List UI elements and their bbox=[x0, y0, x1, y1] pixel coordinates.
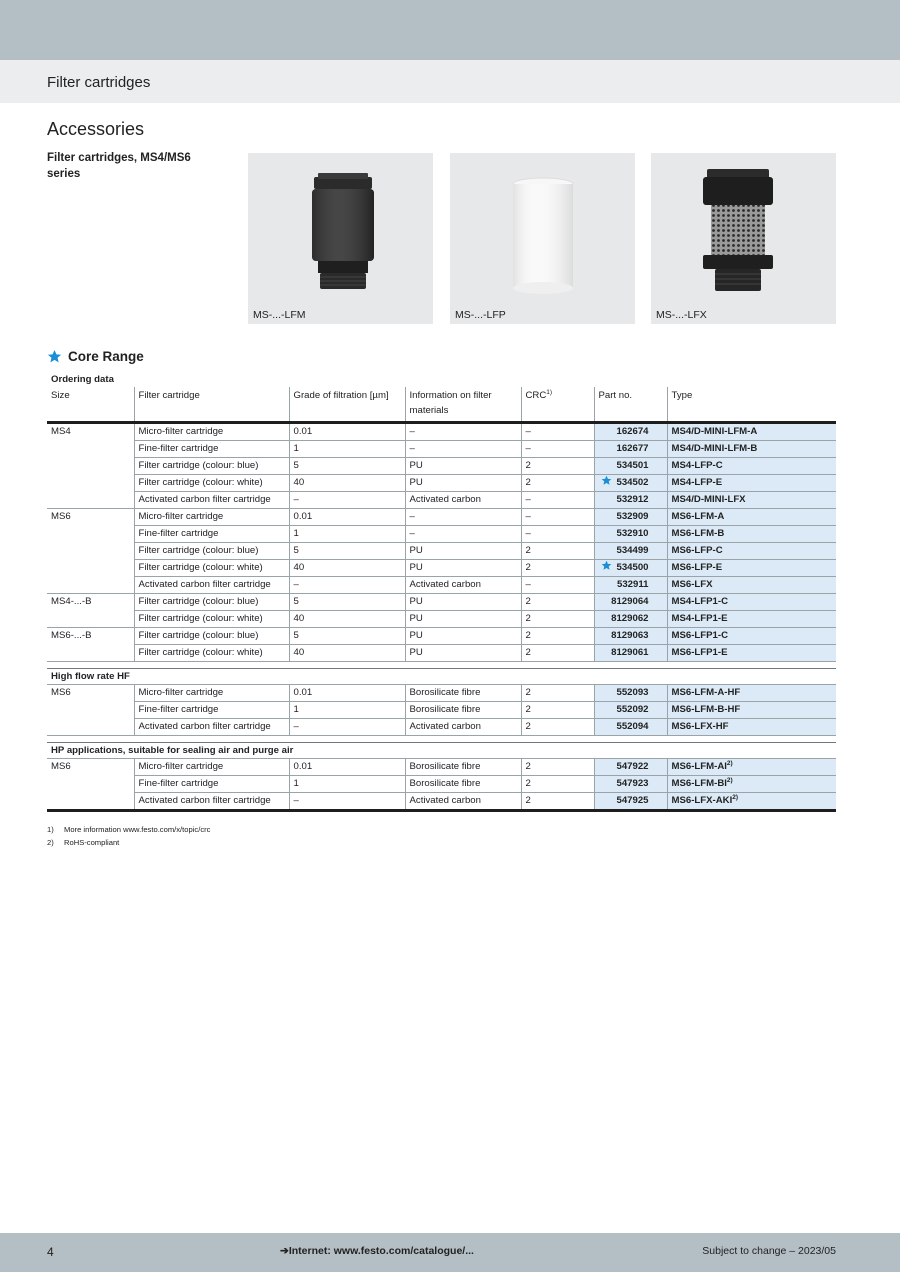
type-cell: MS4/D-MINI-LFM-A bbox=[667, 423, 836, 441]
type-cell: MS4-LFP1-E bbox=[667, 611, 836, 628]
grade-cell: 40 bbox=[289, 645, 405, 662]
size-cell bbox=[47, 793, 134, 811]
type-cell: MS4/D-MINI-LFM-B bbox=[667, 441, 836, 458]
table-row bbox=[47, 611, 836, 628]
table-row bbox=[47, 458, 836, 475]
size-cell bbox=[47, 475, 134, 492]
part-number-cell: 532912 bbox=[594, 492, 667, 509]
part-number-cell: 534499 bbox=[594, 543, 667, 560]
info-cell: PU bbox=[405, 458, 521, 475]
part-number-cell: 162674 bbox=[594, 423, 667, 441]
info-cell: Borosilicate fibre bbox=[405, 776, 521, 793]
type-cell: MS6-LFM-A bbox=[667, 509, 836, 526]
size-cell: MS4 bbox=[47, 423, 134, 441]
type-cell: MS6-LFM-A-HF bbox=[667, 685, 836, 702]
size-cell bbox=[47, 611, 134, 628]
size-cell: MS6 bbox=[47, 685, 134, 702]
grade-cell: 5 bbox=[289, 594, 405, 611]
type-cell: MS4-LFP-C bbox=[667, 458, 836, 475]
crc-cell: 2 bbox=[521, 458, 594, 475]
info-cell: Borosilicate fibre bbox=[405, 685, 521, 702]
part-number-cell: 532909 bbox=[594, 509, 667, 526]
table-row bbox=[47, 475, 836, 492]
column-header: Size bbox=[51, 390, 70, 401]
size-cell bbox=[47, 645, 134, 662]
crc-cell: 2 bbox=[521, 594, 594, 611]
lfp-cartridge-illustration bbox=[450, 153, 635, 324]
info-cell: – bbox=[405, 509, 521, 526]
table-row bbox=[47, 543, 836, 560]
table-row bbox=[47, 702, 836, 719]
type-cell: MS6-LFP1-C bbox=[667, 628, 836, 645]
type-cell: MS6-LFM-B-HF bbox=[667, 702, 836, 719]
table-row bbox=[47, 492, 836, 509]
section-header-bar bbox=[0, 60, 900, 103]
crc-cell: 2 bbox=[521, 628, 594, 645]
grade-cell: 0.01 bbox=[289, 685, 405, 702]
grade-cell: – bbox=[289, 577, 405, 594]
type-cell: MS6-LFM-BI$^{2)}$ bbox=[667, 776, 836, 793]
group-ordering-data bbox=[47, 372, 836, 387]
part-number-cell: 162677 bbox=[594, 441, 667, 458]
crc-cell: 2 bbox=[521, 560, 594, 577]
part-number-cell: 532911 bbox=[594, 577, 667, 594]
info-cell: Borosilicate fibre bbox=[405, 759, 521, 776]
product-image-lfp bbox=[450, 153, 635, 324]
info-cell: PU bbox=[405, 543, 521, 560]
crc-cell: – bbox=[521, 509, 594, 526]
part-number-cell: 8129064 bbox=[594, 594, 667, 611]
type-cell: MS6-LFP-E bbox=[667, 560, 836, 577]
product-caption: MS-...-LFM bbox=[253, 309, 306, 321]
lfm-cartridge-illustration bbox=[248, 153, 433, 324]
core-range-label: Core Range bbox=[68, 349, 144, 364]
product-caption: MS-...-LFP bbox=[455, 309, 506, 321]
cartridge-cell: Fine-filter cartridge bbox=[134, 776, 289, 793]
grade-cell: 40 bbox=[289, 475, 405, 492]
column-header: Part no. bbox=[594, 387, 667, 423]
table-row bbox=[47, 594, 836, 611]
size-cell: MS4-...-B bbox=[47, 594, 134, 611]
cartridge-cell: Filter cartridge (colour: white) bbox=[134, 475, 289, 492]
crc-cell: – bbox=[521, 577, 594, 594]
part-number-cell: 8129062 bbox=[594, 611, 667, 628]
column-header: CRC$^{1)}$ bbox=[521, 387, 594, 423]
grade-cell: – bbox=[289, 492, 405, 509]
size-cell bbox=[47, 577, 134, 594]
part-number-cell: 8129063 bbox=[594, 628, 667, 645]
product-image-lfx bbox=[651, 153, 836, 324]
size-cell: MS6 bbox=[47, 509, 134, 526]
table-row bbox=[47, 719, 836, 736]
grade-cell: 0.01 bbox=[289, 759, 405, 776]
crc-cell: 2 bbox=[521, 611, 594, 628]
cartridge-cell: Micro-filter cartridge bbox=[134, 509, 289, 526]
table-row bbox=[47, 526, 836, 543]
type-cell: MS6-LFP-C bbox=[667, 543, 836, 560]
crc-cell: 2 bbox=[521, 793, 594, 811]
crc-cell: 2 bbox=[521, 776, 594, 793]
size-cell bbox=[47, 702, 134, 719]
info-cell: Activated carbon bbox=[405, 793, 521, 811]
table-row bbox=[47, 560, 836, 577]
cartridge-cell: Filter cartridge (colour: blue) bbox=[134, 543, 289, 560]
star-icon bbox=[601, 475, 612, 486]
cartridge-cell: Micro-filter cartridge bbox=[134, 685, 289, 702]
crc-cell: 2 bbox=[521, 543, 594, 560]
group-heading: Ordering data bbox=[51, 374, 114, 385]
top-bar bbox=[0, 0, 900, 60]
accessories-subtitle: Filter cartridges, MS4/MS6 series bbox=[47, 152, 191, 180]
lfx-cartridge-illustration bbox=[651, 153, 836, 324]
type-cell: MS4-LFP1-C bbox=[667, 594, 836, 611]
cartridge-cell: Activated carbon filter cartridge bbox=[134, 492, 289, 509]
grade-cell: 5 bbox=[289, 628, 405, 645]
grade-cell: 1 bbox=[289, 702, 405, 719]
type-cell: MS6-LFP1-E bbox=[667, 645, 836, 662]
part-number-cell: 534502 bbox=[594, 475, 667, 492]
cartridge-cell: Fine-filter cartridge bbox=[134, 526, 289, 543]
grade-cell: 1 bbox=[289, 441, 405, 458]
grade-cell: 1 bbox=[289, 526, 405, 543]
cartridge-cell: Filter cartridge (colour: white) bbox=[134, 560, 289, 577]
crc-cell: 2 bbox=[521, 475, 594, 492]
cartridge-cell: Filter cartridge (colour: blue) bbox=[134, 458, 289, 475]
part-number-cell: 547925 bbox=[594, 793, 667, 811]
grade-cell: 40 bbox=[289, 560, 405, 577]
group-heading: High flow rate HF bbox=[47, 669, 836, 685]
column-header-row bbox=[47, 387, 836, 423]
column-header: Filter cartridge bbox=[134, 387, 289, 423]
cartridge-cell: Filter cartridge (colour: white) bbox=[134, 611, 289, 628]
cartridge-cell: Micro-filter cartridge bbox=[134, 423, 289, 441]
column-header: Type bbox=[667, 387, 836, 423]
crc-cell: 2 bbox=[521, 645, 594, 662]
table-row bbox=[47, 628, 836, 645]
page-number: 4 bbox=[47, 1245, 54, 1259]
info-cell: PU bbox=[405, 628, 521, 645]
grade-cell: – bbox=[289, 719, 405, 736]
footnote-2: 2) RoHS-compliant bbox=[47, 838, 120, 847]
type-cell: MS6-LFX bbox=[667, 577, 836, 594]
table-row bbox=[47, 759, 836, 776]
table-row bbox=[47, 577, 836, 594]
group-heading: HP applications, suitable for sealing air and purge air bbox=[47, 743, 836, 759]
crc-cell: – bbox=[521, 492, 594, 509]
cartridge-cell: Filter cartridge (colour: white) bbox=[134, 645, 289, 662]
ordering-data-table bbox=[47, 372, 836, 812]
part-number-cell: 8129061 bbox=[594, 645, 667, 662]
info-cell: Activated carbon bbox=[405, 719, 521, 736]
footnote-1: 1) More information www.festo.com/x/topic/crc bbox=[47, 825, 211, 834]
type-cell: MS4/D-MINI-LFX bbox=[667, 492, 836, 509]
grade-cell: 0.01 bbox=[289, 423, 405, 441]
info-cell: PU bbox=[405, 560, 521, 577]
cartridge-cell: Activated carbon filter cartridge bbox=[134, 719, 289, 736]
size-cell bbox=[47, 492, 134, 509]
type-cell: MS6-LFM-AI$^{2)}$ bbox=[667, 759, 836, 776]
type-cell: MS6-LFX-AKI$^{2)}$ bbox=[667, 793, 836, 811]
type-cell: MS4-LFP-E bbox=[667, 475, 836, 492]
size-cell bbox=[47, 719, 134, 736]
part-number-cell: 547923 bbox=[594, 776, 667, 793]
info-cell: PU bbox=[405, 475, 521, 492]
subject-to-change: Subject to change – 2023/05 bbox=[702, 1245, 836, 1257]
info-cell: – bbox=[405, 441, 521, 458]
group-high-flow bbox=[47, 669, 836, 685]
info-cell: – bbox=[405, 423, 521, 441]
size-cell: MS6-...-B bbox=[47, 628, 134, 645]
cartridge-cell: Activated carbon filter cartridge bbox=[134, 577, 289, 594]
table-row bbox=[47, 776, 836, 793]
column-header: Grade of filtration [µm] bbox=[289, 387, 405, 423]
part-number-cell: 547922 bbox=[594, 759, 667, 776]
size-cell bbox=[47, 776, 134, 793]
table-row bbox=[47, 685, 836, 702]
cartridge-cell: Fine-filter cartridge bbox=[134, 702, 289, 719]
size-cell bbox=[47, 441, 134, 458]
grade-cell: 40 bbox=[289, 611, 405, 628]
size-cell bbox=[47, 526, 134, 543]
info-cell: Activated carbon bbox=[405, 492, 521, 509]
group-hp-applications bbox=[47, 743, 836, 759]
internet-link[interactable]: ➔Internet: www.festo.com/catalogue/... bbox=[280, 1245, 474, 1257]
star-icon bbox=[601, 560, 612, 571]
accessories-title: Accessories bbox=[47, 119, 145, 139]
table-row bbox=[47, 793, 836, 811]
part-number-cell: 552093 bbox=[594, 685, 667, 702]
size-cell bbox=[47, 543, 134, 560]
part-number-cell: 532910 bbox=[594, 526, 667, 543]
crc-cell: 2 bbox=[521, 719, 594, 736]
footer-bar bbox=[0, 1233, 900, 1272]
grade-cell: 5 bbox=[289, 458, 405, 475]
part-number-cell: 552094 bbox=[594, 719, 667, 736]
section-title: Filter cartridges bbox=[47, 74, 151, 91]
part-number-cell: 534500 bbox=[594, 560, 667, 577]
grade-cell: – bbox=[289, 793, 405, 811]
info-cell: PU bbox=[405, 611, 521, 628]
table-row bbox=[47, 441, 836, 458]
product-image-lfm bbox=[248, 153, 433, 324]
cartridge-cell: Micro-filter cartridge bbox=[134, 759, 289, 776]
star-icon bbox=[47, 349, 62, 364]
crc-cell: – bbox=[521, 423, 594, 441]
info-cell: PU bbox=[405, 645, 521, 662]
part-number-cell: 552092 bbox=[594, 702, 667, 719]
product-caption: MS-...-LFX bbox=[656, 309, 707, 321]
grade-cell: 1 bbox=[289, 776, 405, 793]
crc-cell: – bbox=[521, 441, 594, 458]
cartridge-cell: Activated carbon filter cartridge bbox=[134, 793, 289, 811]
cartridge-cell: Filter cartridge (colour: blue) bbox=[134, 594, 289, 611]
cartridge-cell: Fine-filter cartridge bbox=[134, 441, 289, 458]
arrow-right-icon: ➔ bbox=[280, 1245, 289, 1257]
info-cell: PU bbox=[405, 594, 521, 611]
part-number-cell: 534501 bbox=[594, 458, 667, 475]
table-row bbox=[47, 509, 836, 526]
group-spacer bbox=[47, 662, 836, 669]
size-cell bbox=[47, 560, 134, 577]
crc-cell: – bbox=[521, 526, 594, 543]
info-cell: Activated carbon bbox=[405, 577, 521, 594]
cartridge-cell: Filter cartridge (colour: blue) bbox=[134, 628, 289, 645]
size-cell bbox=[47, 458, 134, 475]
table-row bbox=[47, 423, 836, 441]
crc-cell: 2 bbox=[521, 702, 594, 719]
info-cell: – bbox=[405, 526, 521, 543]
info-cell: Borosilicate fibre bbox=[405, 702, 521, 719]
column-header: Information on filter materials bbox=[405, 387, 521, 423]
type-cell: MS6-LFM-B bbox=[667, 526, 836, 543]
table-row bbox=[47, 645, 836, 662]
core-range-heading bbox=[47, 349, 144, 364]
grade-cell: 0.01 bbox=[289, 509, 405, 526]
type-cell: MS6-LFX-HF bbox=[667, 719, 836, 736]
size-cell: MS6 bbox=[47, 759, 134, 776]
grade-cell: 5 bbox=[289, 543, 405, 560]
group-spacer bbox=[47, 736, 836, 743]
crc-cell: 2 bbox=[521, 759, 594, 776]
crc-cell: 2 bbox=[521, 685, 594, 702]
